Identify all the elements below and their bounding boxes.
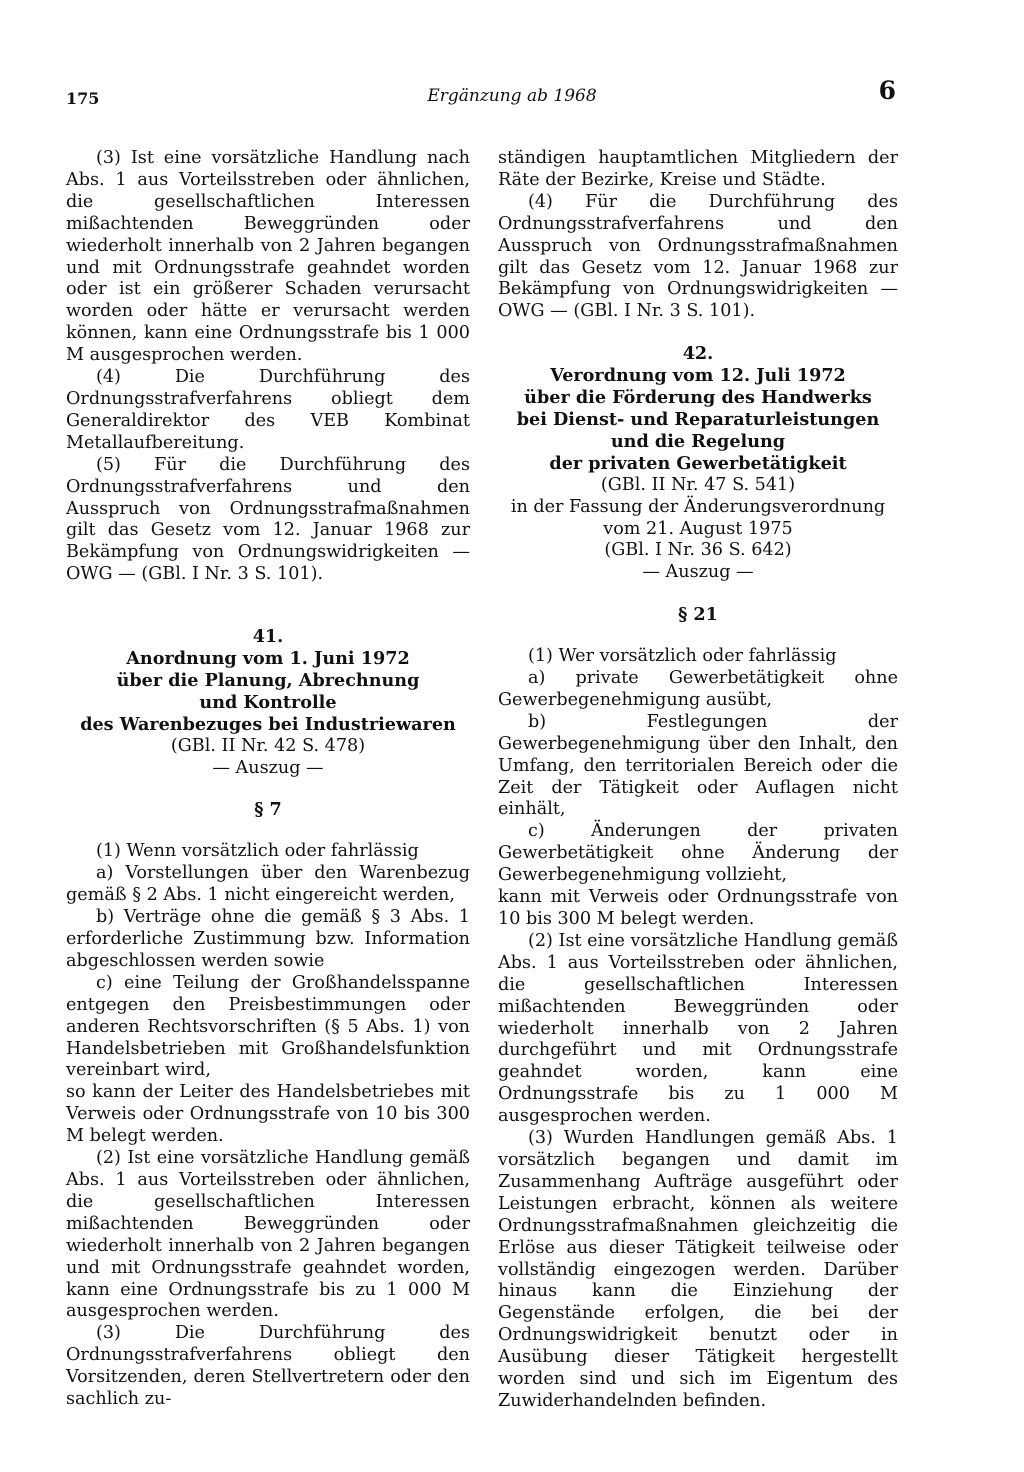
paragraph-4: (4) Für die Durchführung des Ordnungsstrafverfahrens und den Ausspruch von Ordnungsstrafmaßnahmen gilt das Gesetz vom 12. Januar 1968 zur Bekämpfung von Ordnungswidrigkeiten — OWG — (GBl. I Nr. 3 S. 101).: [498, 191, 898, 322]
section-41-number: 41.: [252, 626, 284, 648]
clause-1a: a) private Gewerbetätigkeit ohne Gewerbegenehmigung ausübt,: [498, 668, 898, 710]
running-title: Ergänzung ab 1968: [427, 86, 597, 106]
page-number: 175: [66, 89, 100, 108]
section-42-amendment-reference: (GBl. I Nr. 36 S. 642): [604, 540, 792, 561]
section-42-title-line: über die Förderung des Handwerks: [524, 387, 872, 409]
clause-3: (3) Die Durchführung des Ordnungsstrafverfahrens obliegt den Vorsitzenden, deren Stellvertretern oder den sachlich zu-: [66, 1323, 470, 1410]
paragraph-7-heading: § 7: [254, 799, 282, 821]
page-header: [0, 76, 1024, 112]
section-42-title-line: und die Regelung: [610, 430, 786, 452]
right-column: [498, 148, 898, 1413]
clause-1c: c) eine Teilung der Großhandelsspanne entgegen den Preisbestimmungen oder anderen Rechtsvorschriften (§ 5 Abs. 1) von Handelsbetrieben mit Großhandelsfunktion vereinbart wird,: [66, 972, 470, 1081]
left-column: [66, 148, 470, 1411]
section-42-number: 42.: [682, 343, 714, 365]
section-42-title-line: bei Dienst- und Reparaturleistungen: [516, 408, 880, 430]
section-41-reference: (GBl. II Nr. 42 S. 478): [170, 735, 366, 756]
clause-3: (3) Wurden Handlungen gemäß Abs. 1 vorsätzlich begangen und damit im Zusammenhang Aufträge ausgeführt oder Leistungen erbracht, können als weitere Ordnungsstrafmaßnahmen gleichzeitig die Erlöse aus dieser Tätigkeit teilweise oder vollständig eingezogen werden. Darüber hinaus kann die Einziehung der Gegenstände erfolgen, die bei der Ordnungswidrigkeit benutzt oder in Ausübung dieser Tätigkeit hergestellt worden sind und sich im Eigentum des Zuwiderhandelnden befinden.: [498, 1128, 898, 1411]
paragraph-4: (4) Die Durchführung des Ordnungsstrafverfahrens obliegt dem Generaldirektor des VEB Kombinat Metallaufbereitung.: [66, 367, 470, 453]
section-41-title-line: und Kontrolle: [199, 691, 337, 713]
section-41-title-line: über die Planung, Abrechnung: [116, 669, 420, 691]
section-41-excerpt-label: — Auszug —: [212, 757, 324, 778]
section-42-title-line: der privaten Gewerbetätigkeit: [549, 452, 847, 474]
paragraph-21-heading: § 21: [678, 604, 718, 626]
continued-paragraph: ständigen hauptamtlichen Mitgliedern der Räte der Bezirke, Kreise und Städte.: [498, 148, 898, 190]
clause-1b: b) Festlegungen der Gewerbegenehmigung über den Inhalt, den Umfang, den territorialen Bereich oder die Zeit der Tätigkeit oder Auflagen nicht einhält,: [498, 711, 898, 820]
clause-2: (2) Ist eine vorsätzliche Handlung gemäß Abs. 1 aus Vorteilsstreben oder ähnlichen, die gesellschaftlichen Interessen mißachtenden Beweggründen oder wiederholt innerhalb von 2 Jahren begangen und mit Ordnungsstrafe geahndet worden, kann eine Ordnungsstrafe bis zu 1 000 M ausgesprochen werden.: [66, 1148, 470, 1322]
paragraph-5: (5) Für die Durchführung des Ordnungsstrafverfahrens und den Ausspruch von Ordnungsstrafmaßnahmen gilt das Gesetz vom 12. Januar 1968 zur Bekämpfung von Ordnungswidrigkeiten — OWG — (GBl. I Nr. 3 S. 101).: [66, 454, 470, 585]
section-42-reference: (GBl. II Nr. 47 S. 541): [600, 474, 796, 495]
section-42-excerpt-label: — Auszug —: [642, 562, 754, 583]
section-number: 6: [878, 76, 896, 105]
paragraph-3: (3) Ist eine vorsätzliche Handlung nach Abs. 1 aus Vorteilsstreben oder ähnlichen, die gesellschaftlichen Interessen mißachtenden Beweggründen oder wiederholt innerhalb von 2 Jahren begangen und mit Ordnungsstrafe geahndet worden oder ist ein größerer Schaden verursacht worden oder hätte er verursacht werden können, kann eine Ordnungsstrafe bis 1 000 M ausgesprochen werden.: [66, 148, 470, 366]
clause-1c: c) Änderungen der privaten Gewerbetätigkeit ohne Änderung der Gewerbegenehmigung vollzieht,: [498, 821, 898, 886]
section-41-title-line: des Warenbezuges bei Industriewaren: [80, 713, 456, 735]
clause-1-sanction: kann mit Verweis oder Ordnungsstrafe von 10 bis 300 M belegt werden.: [498, 887, 898, 929]
clause-2: (2) Ist eine vorsätzliche Handlung gemäß Abs. 1 aus Vorteilsstreben oder ähnlichen, die gesellschaftlichen Interessen mißachtenden Beweggründen oder wiederholt innerhalb von 2 Jahren durchgeführt und mit Ordnungsstrafe geahndet worden, kann eine Ordnungsstrafe bis zu 1 000 M ausgesprochen werden.: [498, 930, 898, 1127]
section-42-amendment-date: vom 21. August 1975: [603, 518, 793, 539]
section-41-title-line: Anordnung vom 1. Juni 1972: [126, 648, 410, 670]
clause-1: (1) Wer vorsätzlich oder fahrlässig: [528, 646, 837, 667]
clause-1a: a) Vorstellungen über den Warenbezug gemäß § 2 Abs. 1 nicht eingereicht werden,: [66, 863, 470, 906]
clause-1-sanction: so kann der Leiter des Handelsbetriebes mit Verweis oder Ordnungsstrafe von 10 bis 300 M belegt werden.: [66, 1082, 470, 1147]
clause-1b: b) Verträge ohne die gemäß § 3 Abs. 1 erforderliche Zustimmung bzw. Information abgeschlossen werden sowie: [66, 907, 470, 971]
section-42-amendment: in der Fassung der Änderungsverordnung: [510, 496, 886, 517]
clause-1: (1) Wenn vorsätzlich oder fahrlässig: [96, 841, 419, 862]
section-42-title-line: Verordnung vom 12. Juli 1972: [550, 365, 846, 387]
